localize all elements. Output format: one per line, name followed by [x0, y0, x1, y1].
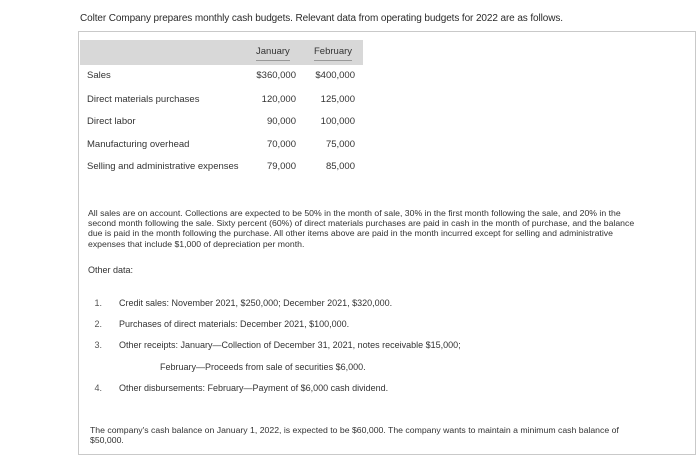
cell-sales-february: $400,000: [315, 70, 355, 81]
list-item-other-disbursements: Other disbursements: February—Payment of $6,000 cash dividend.: [119, 383, 389, 393]
cell-direct-labor-january: 90,000: [266, 116, 296, 127]
cell-manufacturing-overhead-february: 75,000: [325, 139, 355, 150]
row-label-direct-labor: Direct labor: [87, 116, 136, 127]
intro-text: Colter Company prepares monthly cash budgets. Relevant data from operating budgets for 2022 are as follows.: [80, 13, 563, 24]
other-data-label: Other data:: [88, 265, 134, 275]
cash-balance-paragraph: The company's cash balance on January 1, 2022, is expected to be $60,000. The company wants to maintain a minimum cash balance of $50,000.: [90, 425, 619, 446]
cell-manufacturing-overhead-january: 70,000: [266, 139, 296, 150]
list-number: 3.: [94, 340, 102, 350]
cell-sales-january: $360,000: [256, 70, 296, 81]
list-item-other-receipts: Other receipts: January—Collection of December 31, 2021, notes receivable $15,000;: [119, 340, 461, 350]
cell-direct-labor-february: 100,000: [320, 116, 355, 127]
collections-paragraph: All sales are on account. Collections are expected to be 50% in the month of sale, 30% in the first month following the sale, and 20% in the second month following the sale. Sixty percent (60%) of direct materials purchases are paid in cash in the month of purchase, and the balance due is paid in the month following the purchase. All other items above are paid in the month incurred except for selling and administrative expenses that include $1,000 of depreciation per month.: [88, 208, 635, 249]
cell-selling-admin-january: 79,000: [266, 161, 296, 172]
list-item-credit-sales: Credit sales: November 2021, $250,000; December 2021, $320,000.: [119, 298, 393, 308]
cell-direct-materials-february: 125,000: [320, 94, 355, 105]
list-item-purchases: Purchases of direct materials: December 2021, $100,000.: [119, 319, 350, 329]
list-number: 1.: [94, 298, 102, 308]
row-label-manufacturing-overhead: Manufacturing overhead: [87, 139, 190, 150]
header-february: February: [314, 46, 352, 61]
list-number: 2.: [94, 319, 102, 329]
cell-selling-admin-february: 85,000: [325, 161, 355, 172]
row-label-sales: Sales: [87, 70, 111, 81]
cell-direct-materials-january: 120,000: [261, 94, 296, 105]
row-label-selling-admin: Selling and administrative expenses: [87, 161, 239, 172]
row-label-direct-materials: Direct materials purchases: [87, 94, 200, 105]
header-january: January: [256, 46, 290, 61]
list-number: 4.: [94, 383, 102, 393]
list-item-other-receipts-february: February—Proceeds from sale of securities $6,000.: [160, 362, 366, 372]
